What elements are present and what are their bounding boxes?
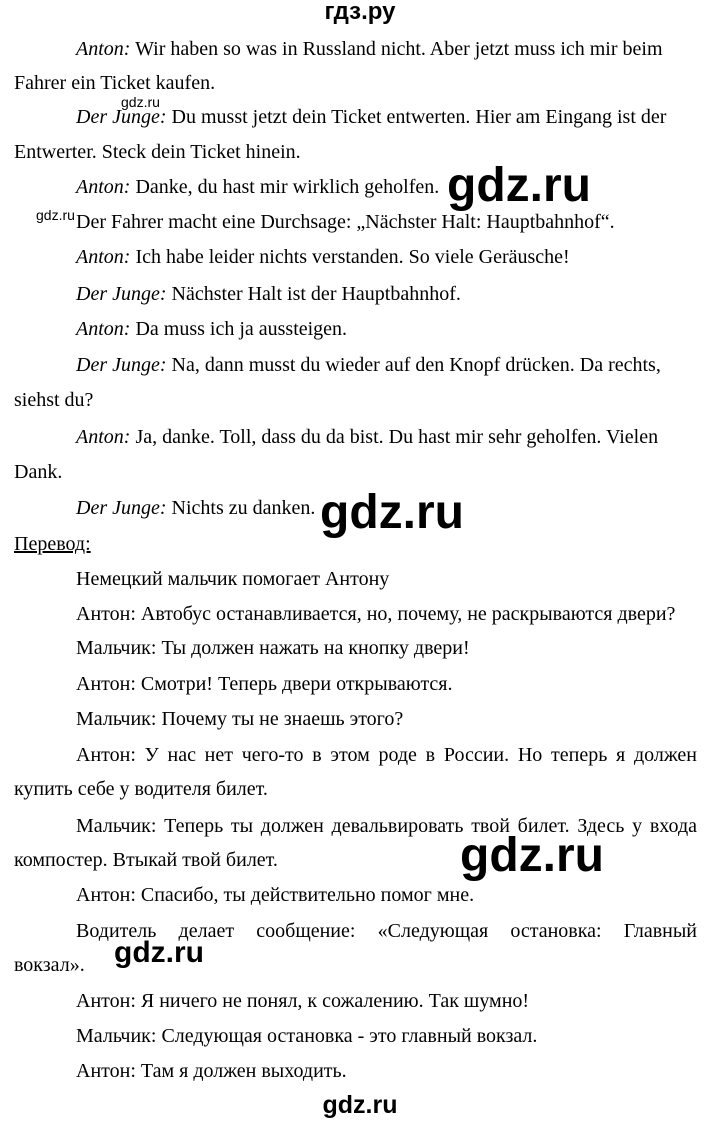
footer-watermark: gdz.ru — [322, 1091, 398, 1119]
dialogue-text: Dank. — [14, 461, 63, 483]
dialogue-text: Na, dann musst du wieder auf den Knopf drücken. Da rechts, — [166, 354, 661, 376]
translation-line: Антон: Смотри! Теперь двери открываются. — [76, 673, 453, 695]
speaker-label: Anton: — [76, 38, 131, 60]
dialogue-text: Wir haben so was in Russland nicht. Aber jetzt muss ich mir beim — [130, 38, 663, 60]
speaker-label: Anton: — [76, 426, 131, 448]
dialogue-text: Nächster Halt ist der Hauptbahnhof. — [166, 283, 461, 305]
dialogue-line — [76, 423, 697, 451]
translation-line: Антон: Автобус останавливается, но, почему, не раскрываются двери? — [76, 603, 676, 625]
translation-line: Немецкий мальчик помогает Антону — [76, 568, 390, 590]
translation-line: компостер. Втыкай твой билет. — [14, 849, 278, 871]
translation-line: Мальчик: Теперь ты должен девальвировать твой билет. Здесь у входа — [76, 815, 697, 837]
dialogue-text: Entwerter. Steck dein Ticket hinein. — [14, 141, 301, 163]
dialogue-text: Ich habe leider nichts verstanden. So viele Geräusche! — [130, 246, 570, 268]
dialogue-line — [76, 315, 697, 343]
dialogue-text: Ja, danke. Toll, dass du da bist. Du hast mir sehr geholfen. Vielen — [130, 426, 659, 448]
watermark-large: gdz.ru — [447, 159, 591, 212]
speaker-label: Der Junge: — [76, 106, 167, 128]
speaker-label: Der Junge: — [76, 283, 167, 305]
watermark-large: gdz.ru — [320, 486, 464, 539]
dialogue-text: Du musst jetzt dein Ticket entwerten. Hier am Eingang ist der — [166, 106, 667, 128]
dialogue-line — [76, 103, 697, 131]
dialogue-line — [14, 386, 697, 414]
site-header: гдз.ру — [324, 0, 396, 25]
translation-line: Мальчик: Ты должен нажать на кнопку двери! — [76, 637, 470, 659]
dialogue-line — [76, 208, 697, 236]
speaker-label: Der Junge: — [76, 497, 167, 519]
dialogue-line — [76, 173, 697, 201]
watermark-small: gdz.ru — [121, 94, 160, 110]
watermark-large: gdz.ru — [460, 829, 604, 882]
dialogue-text: Danke, du hast mir wirklich geholfen. — [130, 176, 440, 198]
translation-line: Антон: У нас нет чего-то в этом роде в России. Но теперь я должен — [76, 744, 697, 766]
dialogue-text: Fahrer ein Ticket kaufen. — [14, 72, 216, 94]
translation-line: вокзал». — [14, 954, 85, 976]
translation-line: Антон: Спасибо, ты действительно помог мне. — [76, 884, 475, 906]
translation-line: Мальчик: Следующая остановка - это главный вокзал. — [76, 1025, 538, 1047]
translation-heading-text: Перевод: — [14, 533, 91, 555]
dialogue-text: siehst du? — [14, 389, 94, 411]
speaker-label: Anton: — [76, 246, 131, 268]
dialogue-line — [76, 351, 697, 379]
dialogue-line — [14, 69, 697, 97]
translation-line: Антон: Я ничего не понял, к сожалению. Так шумно! — [76, 990, 530, 1012]
watermark-small: gdz.ru — [36, 207, 75, 223]
translation-line: Антон: Там я должен выходить. — [76, 1060, 347, 1082]
dialogue-line — [14, 458, 697, 486]
dialogue-text: Der Fahrer macht eine Durchsage: „Nächster Halt: Hauptbahnhof“. — [76, 211, 615, 233]
dialogue-line — [76, 243, 697, 271]
speaker-label: Anton: — [76, 318, 131, 340]
dialogue-text: Da muss ich ja aussteigen. — [130, 318, 348, 340]
dialogue-line — [76, 35, 697, 63]
speaker-label: Anton: — [76, 176, 131, 198]
translation-line: Мальчик: Почему ты не знаешь этого? — [76, 708, 404, 730]
watermark-medium: gdz.ru — [114, 936, 204, 969]
dialogue-text: Nichts zu danken. — [166, 497, 316, 519]
dialogue-line — [76, 280, 697, 308]
dialogue-line — [14, 138, 697, 166]
translation-line: купить себе у водителя билет. — [14, 778, 268, 800]
translation-line: Водитель делает сообщение: «Следующая остановка: Главный — [76, 920, 697, 942]
speaker-label: Der Junge: — [76, 354, 167, 376]
